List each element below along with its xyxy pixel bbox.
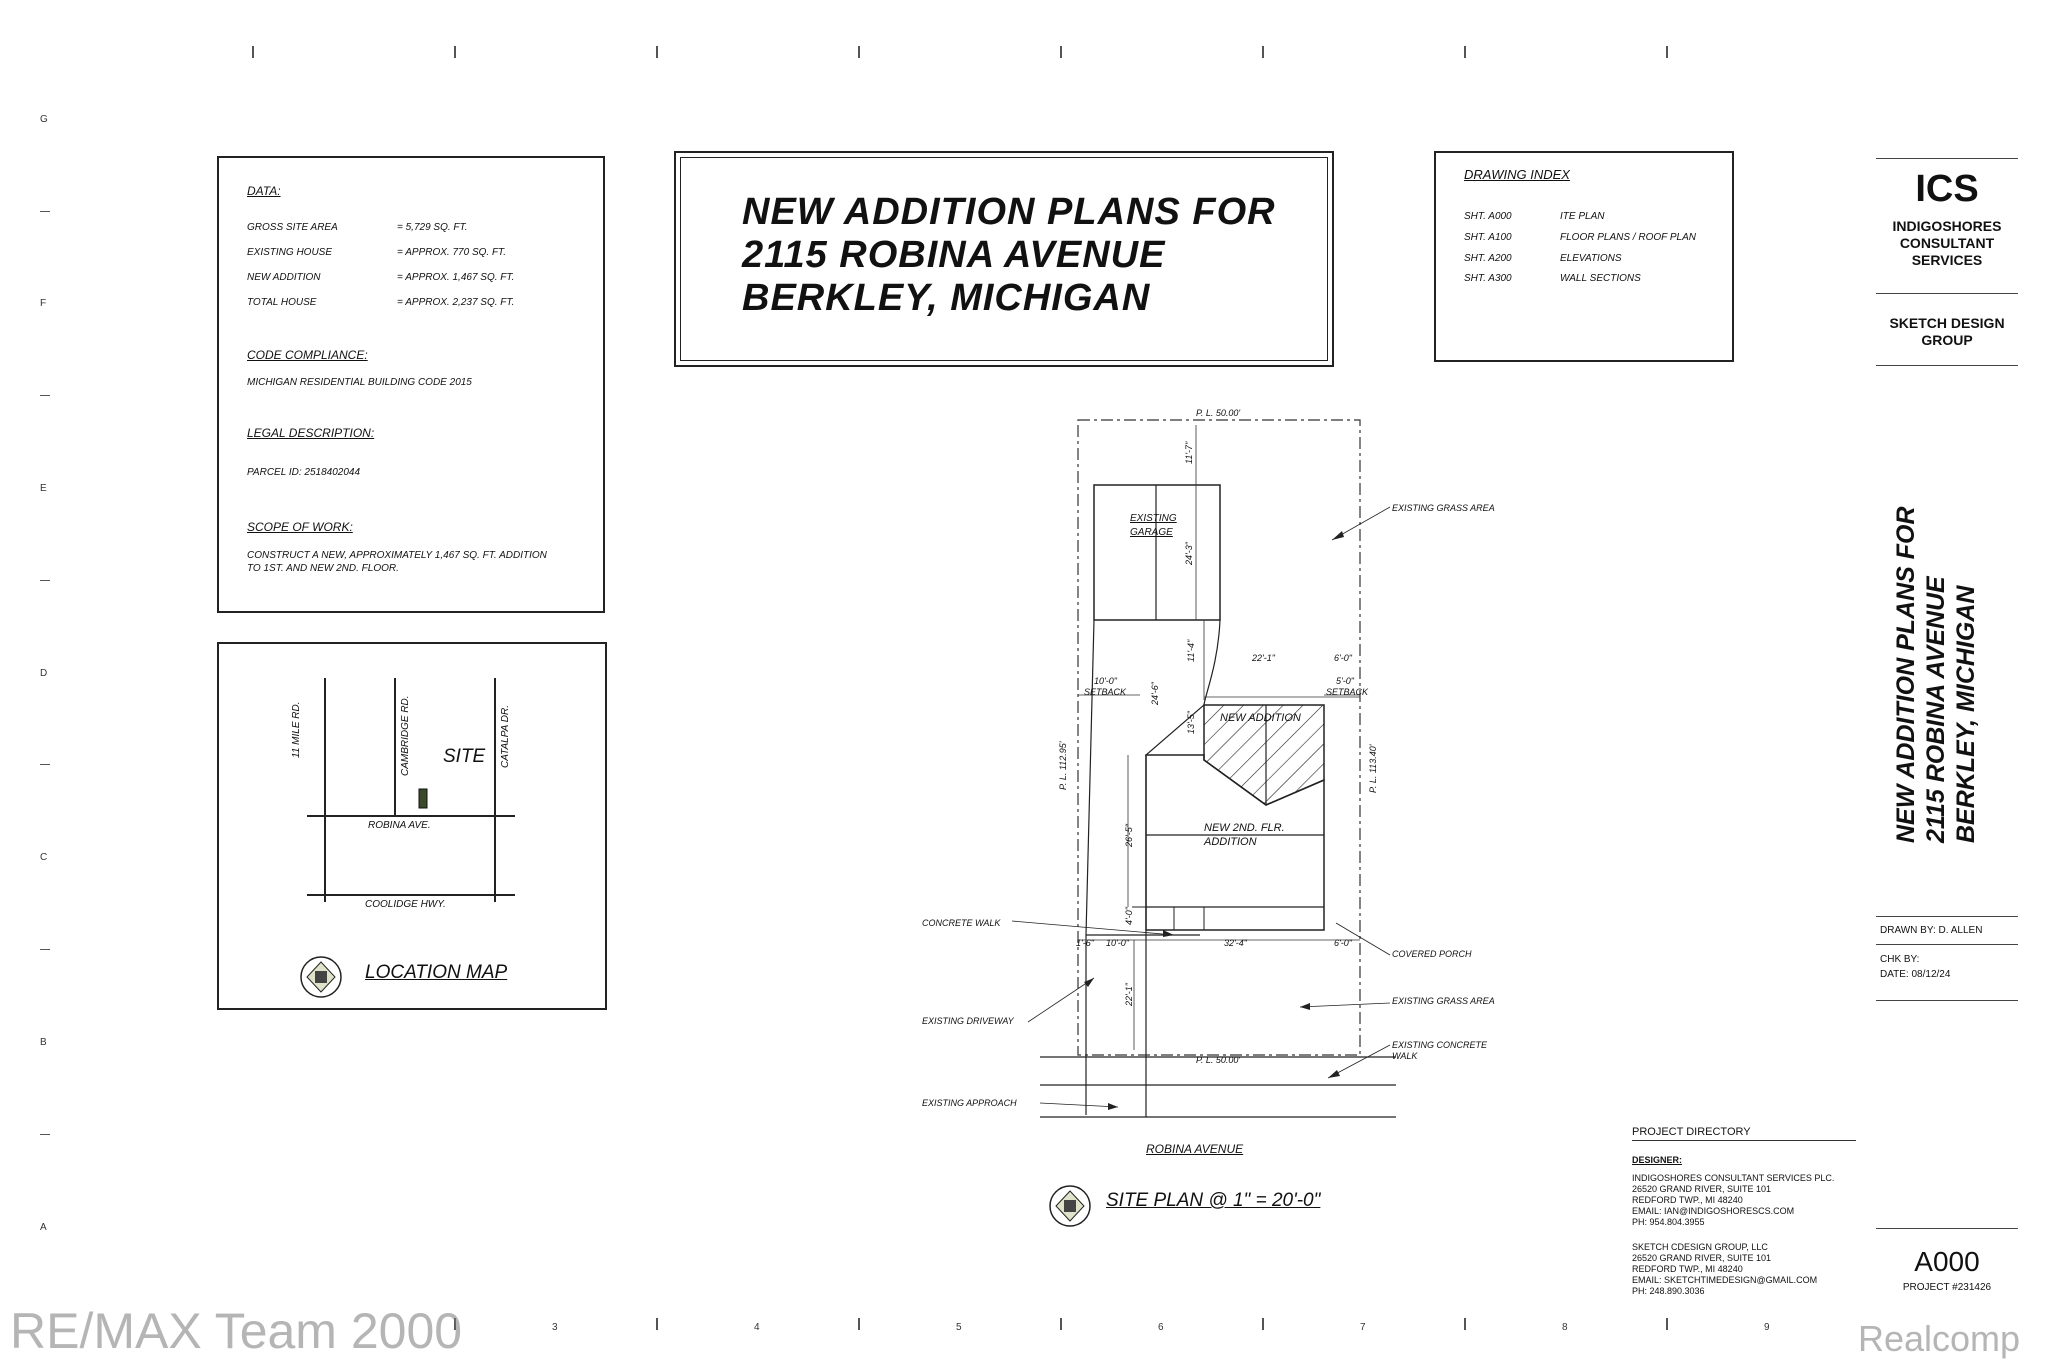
drawing-index [1434, 151, 1734, 362]
existing-concrete-walk-label: EXISTING CONCRETE [1392, 1040, 1488, 1050]
existing-driveway-label: EXISTING DRIVEWAY [922, 1016, 1014, 1026]
title-line: 2115 ROBINA AVENUE [742, 234, 1166, 276]
sketch-design-line: 26520 GRAND RIVER, SUITE 101 [1632, 1253, 1772, 1263]
vertical-title: 2115 ROBINA AVENUE [1922, 576, 1950, 843]
title-line: BERKLEY, MICHIGAN [742, 277, 1151, 319]
designer-line: REDFORD TWP., MI 48240 [1632, 1195, 1743, 1205]
side-panel [1876, 158, 2018, 1298]
sketch-design-line: PH: 248.890.3036 [1632, 1286, 1705, 1296]
setback-right: SETBACK [1326, 687, 1369, 697]
data-box [217, 156, 605, 613]
scope-of-work-line: CONSTRUCT A NEW, APPROXIMATELY 1,467 SQ. FT. ADDITION [247, 550, 547, 561]
company-name: INDIGOSHORES [1892, 218, 2002, 234]
grid-row-c: C [40, 852, 48, 863]
grid-row-a: A [40, 1222, 47, 1233]
grid-row-b: B [40, 1037, 47, 1048]
code-compliance-text: MICHIGAN RESIDENTIAL BUILDING CODE 2015 [247, 377, 472, 388]
data-row-value: = APPROX. 2,237 SQ. FT. [397, 297, 515, 308]
grid-row-f: F [40, 298, 47, 309]
dimension-label: 6'-0" [1334, 653, 1352, 663]
dimension-label: 1'-6" [1076, 938, 1094, 948]
setback-left: 10'-0" [1094, 676, 1117, 686]
data-row-value: = APPROX. 1,467 SQ. FT. [397, 272, 515, 283]
property-line-right: P. L. 113.40' [1368, 744, 1378, 793]
sketch-design-line: REDFORD TWP., MI 48240 [1632, 1264, 1743, 1274]
sketch-design-line: EMAIL: SKETCHTIMEDESIGN@GMAIL.COM [1632, 1275, 1818, 1285]
location-map [217, 642, 607, 1010]
dimension-label: 32'-4" [1224, 938, 1247, 948]
road-coolidge: COOLIDGE HWY. [365, 899, 446, 910]
grid-col-5: 5 [956, 1322, 962, 1333]
designer-line: INDIGOSHORES CONSULTANT SERVICES PLC. [1632, 1173, 1835, 1183]
ics-logo: ICS [1915, 168, 1979, 210]
scope-of-work-heading: SCOPE OF WORK: [247, 520, 353, 534]
site-marker [419, 789, 427, 808]
vertical-title: NEW ADDITION PLANS FOR [1892, 506, 1920, 843]
data-row-label: GROSS SITE AREA [247, 222, 338, 233]
data-row-label: NEW ADDITION [247, 272, 321, 283]
designer-line: PH: 954.804.3955 [1632, 1217, 1705, 1227]
street-label: ROBINA AVENUE [1146, 1142, 1244, 1156]
designer-heading: DESIGNER: [1632, 1155, 1683, 1165]
drawing-index-heading: DRAWING INDEX [1464, 167, 1570, 182]
drawing-index-sheet: SHT. A200 [1464, 253, 1512, 264]
property-line-bottom: P. L. 50.00' [1196, 1055, 1241, 1065]
project-directory-heading: PROJECT DIRECTORY [1632, 1126, 1856, 1141]
drawing-index-sheet: SHT. A000 [1464, 211, 1512, 222]
designer-line: 26520 GRAND RIVER, SUITE 101 [1632, 1184, 1772, 1194]
north-arrow-icon [1046, 1182, 1094, 1230]
drawing-index-title: ITE PLAN [1560, 211, 1605, 222]
scope-of-work-line: TO 1ST. AND NEW 2ND. FLOOR. [247, 563, 399, 574]
checked-by: CHK BY: [1880, 954, 1920, 965]
site-plan-title: SITE PLAN @ 1" = 20'-0" [1106, 1190, 1321, 1211]
data-row-label: TOTAL HOUSE [247, 297, 317, 308]
title-block [674, 151, 1334, 367]
existing-grass-label: EXISTING GRASS AREA [1392, 996, 1495, 1006]
covered-porch-label: COVERED PORCH [1392, 949, 1472, 959]
grid-col-9: 9 [1764, 1322, 1770, 1333]
drawing-index-title: WALL SECTIONS [1560, 273, 1641, 284]
new-addition-label: NEW ADDITION [1220, 712, 1301, 724]
road-11-mile: 11 MILE RD. [291, 701, 302, 758]
data-row-value: = 5,729 SQ. FT. [397, 222, 468, 233]
dimension-label: 26'-5" [1124, 824, 1134, 847]
drawing-index-title: FLOOR PLANS / ROOF PLAN [1560, 232, 1696, 243]
sheet-number: A000 [1914, 1246, 1980, 1277]
dimension-label: 11'-4" [1186, 639, 1196, 662]
project-directory [1632, 1126, 1856, 1297]
sketch-design-line: SKETCH CDESIGN GROUP, LLC [1632, 1242, 1768, 1252]
drawn-by: DRAWN BY: D. ALLEN [1880, 925, 1983, 936]
grid-col-8: 8 [1562, 1322, 1568, 1333]
dimension-label: 11'-7" [1184, 441, 1194, 464]
company-name: SERVICES [1911, 252, 1983, 268]
realcomp-watermark: Realcomp [1858, 1318, 2021, 1359]
dimension-label: 22'-1" [1124, 983, 1134, 1006]
road-cambridge: CAMBRIDGE RD. [400, 695, 411, 776]
concrete-walk-label: CONCRETE WALK [922, 918, 1001, 928]
garage-label: EXISTING [1130, 513, 1177, 524]
legal-description-text: PARCEL ID: 2518402044 [247, 467, 361, 478]
dimension-label: 22'-1" [1252, 653, 1275, 663]
data-row-value: = APPROX. 770 SQ. FT. [397, 247, 507, 258]
sketch-design-group: SKETCH DESIGN [1889, 315, 2005, 331]
road-robina: ROBINA AVE. [368, 820, 431, 831]
dimension-label: 24'-6" [1150, 682, 1160, 705]
dimension-label: 10'-0" [1106, 938, 1129, 948]
remax-watermark: RE/MAX Team 2000 [10, 1303, 463, 1359]
dimension-label: 6'-0" [1334, 938, 1352, 948]
drawing-index-sheet: SHT. A100 [1464, 232, 1512, 243]
date: DATE: 08/12/24 [1880, 969, 1951, 980]
dimension-label: 4'-0" [1124, 907, 1134, 925]
designer-line: EMAIL: IAN@INDIGOSHORESCS.COM [1632, 1206, 1795, 1216]
code-compliance-heading: CODE COMPLIANCE: [247, 348, 368, 362]
drawing-index-title: ELEVATIONS [1560, 253, 1622, 264]
grid-col-4: 4 [754, 1322, 760, 1333]
existing-grass-label: EXISTING GRASS AREA [1392, 503, 1495, 513]
legal-description-heading: LEGAL DESCRIPTION: [247, 426, 375, 440]
second-floor-label: ADDITION [1204, 836, 1257, 848]
location-map-title: LOCATION MAP [365, 962, 508, 983]
setback-right: 5'-0" [1336, 676, 1354, 686]
grid-col-6: 6 [1158, 1322, 1164, 1333]
project-number: PROJECT #231426 [1902, 1282, 1992, 1293]
existing-concrete-walk-label: WALK [1392, 1051, 1418, 1061]
grid-row-d: D [40, 668, 48, 679]
sketch-design-group: GROUP [1921, 332, 1973, 348]
garage-label: GARAGE [1130, 527, 1173, 538]
dimension-label: 24'-3" [1184, 542, 1194, 565]
data-row-label: EXISTING HOUSE [247, 247, 333, 258]
drawing-index-sheet: SHT. A300 [1464, 273, 1512, 284]
property-line-left: P. L. 112.95' [1058, 741, 1068, 790]
company-name: CONSULTANT [1899, 235, 1995, 251]
grid-col-7: 7 [1360, 1322, 1366, 1333]
dimension-label: 13'-5" [1186, 711, 1196, 734]
site-label: SITE [443, 746, 486, 767]
road-catalpa: CATALPA DR. [500, 705, 511, 768]
vertical-title: BERKLEY, MICHIGAN [1952, 585, 1980, 843]
property-line-top: P. L. 50.00' [1196, 408, 1241, 418]
second-floor-label: NEW 2ND. FLR. [1204, 822, 1285, 834]
grid-col-3: 3 [552, 1322, 558, 1333]
data-heading: DATA: [247, 184, 281, 198]
setback-left: SETBACK [1084, 687, 1127, 697]
title-line: NEW ADDITION PLANS FOR [742, 191, 1276, 233]
existing-approach-label: EXISTING APPROACH [922, 1098, 1017, 1108]
grid-row-g: G [40, 114, 48, 125]
grid-row-e: E [40, 483, 47, 494]
